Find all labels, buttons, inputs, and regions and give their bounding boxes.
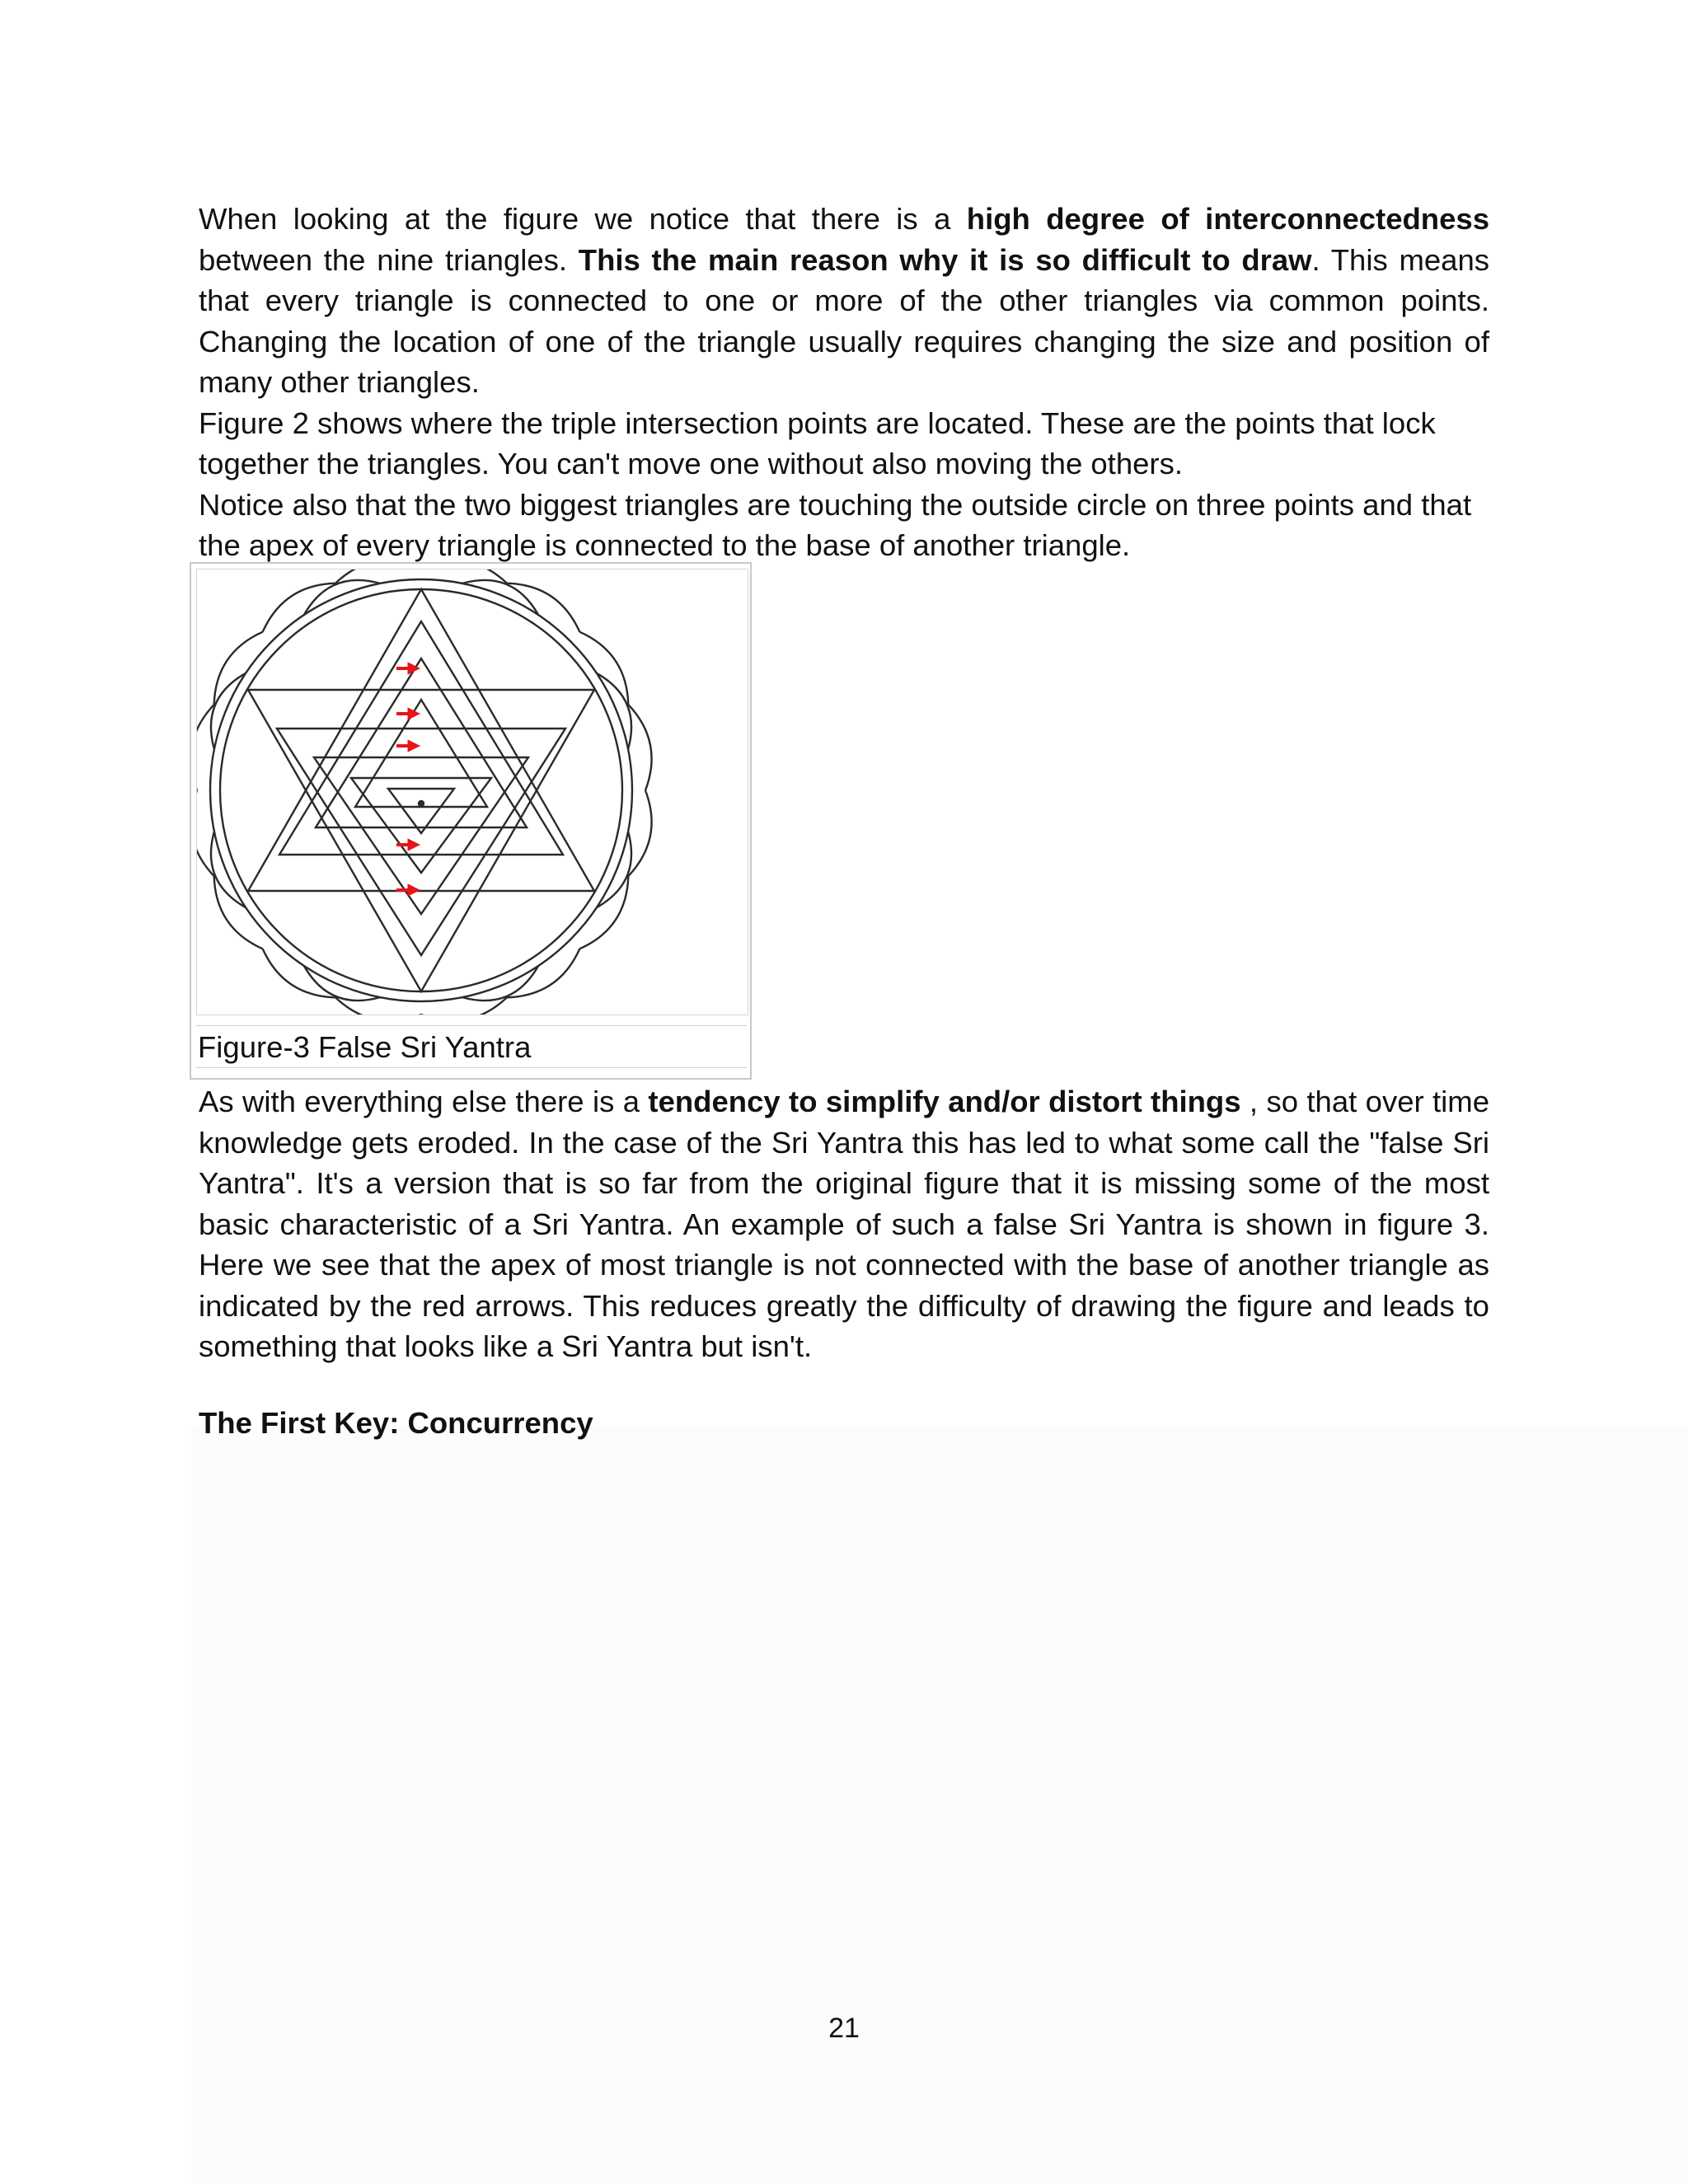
paragraph-outer-circle: Notice also that the two biggest triangles are touching the outside circle on three points and that the apex of every triangle is connected to the base of another triangle. <box>199 487 1472 562</box>
outer-circle <box>210 579 632 1001</box>
inner-lotus-petals <box>211 580 631 1001</box>
text-run: . This means that every triangle is connected to one or more of the other triangles via common points. Changing the location of one of the triangle usually requires changing the size and position of many other triangles. <box>199 242 1490 399</box>
red-arrow-head-5 <box>408 884 420 896</box>
paragraph-interconnectedness <box>199 199 1489 403</box>
paragraph-intersection-points: Figure 2 shows where the triple intersection points are located. These are the points that lock together the triangles. You can't move one without also moving the others. <box>199 405 1436 480</box>
paragraph-false-yantra <box>199 1081 1489 1367</box>
outer-lotus-petals <box>197 569 652 1015</box>
text-run: When looking at the figure we notice that there is a <box>199 202 967 236</box>
bold-phrase-interconnectedness: high degree of interconnectedness <box>966 202 1490 236</box>
red-arrow-head-4 <box>408 839 420 851</box>
bold-phrase-difficult-to-draw: This the main reason why it is so difficult to draw <box>578 242 1312 277</box>
sri-yantra-drawing <box>197 569 748 1015</box>
triangle-up-1 <box>248 589 594 891</box>
bold-phrase-simplify-distort: tendency to simplify and/or distort things <box>648 1085 1241 1118</box>
figure-false-sri-yantra <box>190 562 752 1080</box>
inner-circle <box>220 589 622 991</box>
intro-text-block <box>199 199 1489 566</box>
red-arrow-head-3 <box>408 740 420 752</box>
triangle-up-4 <box>355 700 487 807</box>
triangle-down-4 <box>351 778 491 873</box>
bindu-dot <box>419 801 424 806</box>
page-number: 21 <box>828 2013 860 2044</box>
triangle-down-1 <box>248 690 594 991</box>
text-run: As with everything else there is a <box>199 1085 649 1118</box>
page-shade <box>191 1426 1688 2184</box>
false-yantra-text-block <box>199 1081 1489 1367</box>
figure-image <box>196 569 748 1015</box>
section-heading: The First Key: Concurrency <box>199 1406 593 1440</box>
text-run: between the nine triangles. <box>199 242 579 277</box>
text-run: , so that over time knowledge gets eroded. In the case of the Sri Yantra this has led to what some call the "false Sri Yantra". It's a version that is so far from the original figure that it is missing some of the most basic characteristic of a Sri Yantra. An example of such a false Sri Yantra is shown in figure 3. Here we see that the apex of most triangle is not connected with the base of another triangle as indicated by the red arrows. This reduces greatly the difficulty of drawing the figure and leads to something that looks like a Sri Yantra but isn't. <box>199 1085 1489 1363</box>
figure-caption: Figure-3 False Sri Yantra <box>196 1025 747 1068</box>
red-arrow-head-2 <box>408 708 420 719</box>
triangle-down-2 <box>277 729 565 955</box>
